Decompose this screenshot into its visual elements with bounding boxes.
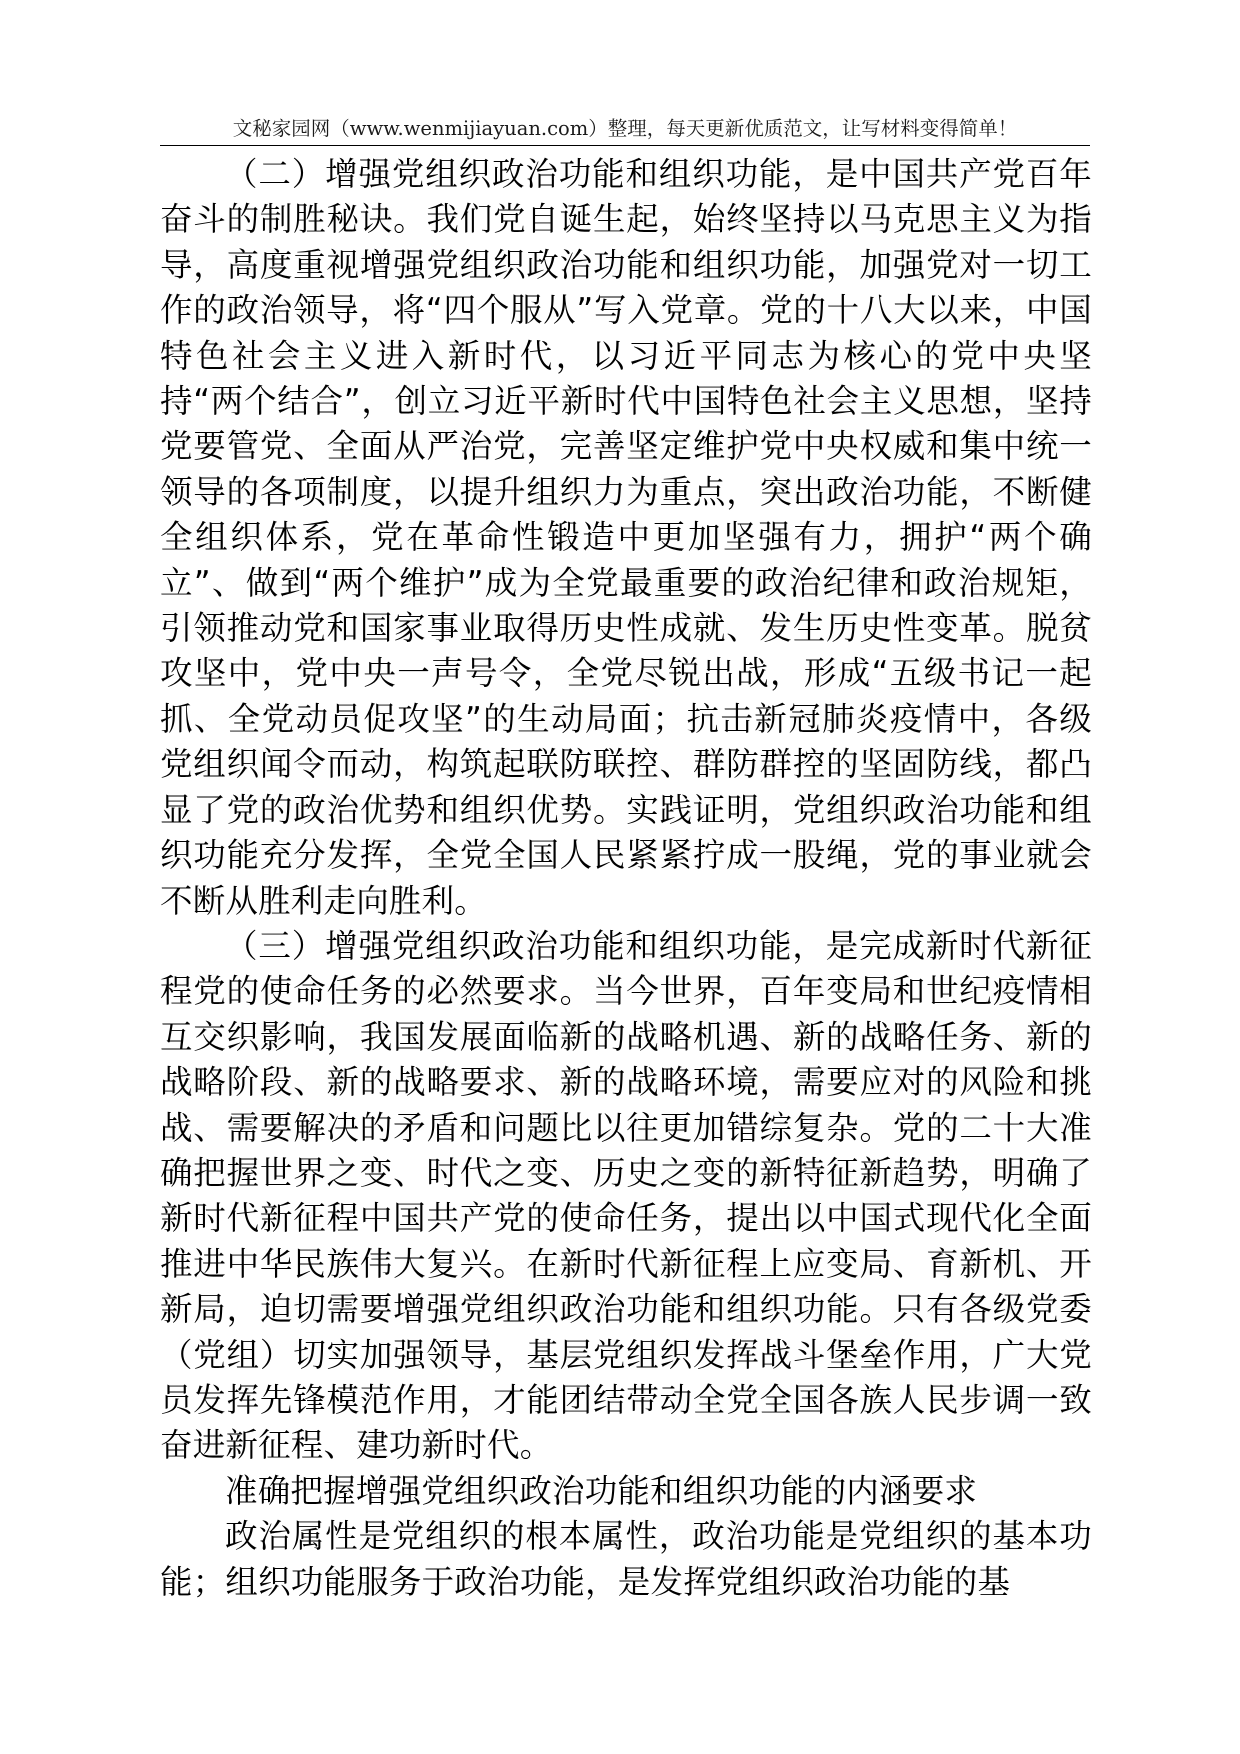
paragraph-section-three: （三）增强党组织政治功能和组织功能，是完成新时代新征程党的使命任务的必然要求。当今世界，百年变局和世纪疫情相互交织影响，我国发展面临新的战略机遇、新的战略任务、新的战略阶段、新的战略要求、新的战略环境，需要应对的风险和挑战、需要解决的矛盾和问题比以往更加错综复杂。党的二十大准确把握世界之变、时代之变、历史之变的新特征新趋势，明确了新时代新征程中国共产党的使命任务，提出以中国式现代化全面推进中华民族伟大复兴。在新时代新征程上应变局、育新机、开新局，迫切需要增强党组织政治功能和组织功能。只有各级党委（党组）切实加强领导，基层党组织发挥战斗堡垒作用，广大党员发挥先锋模范作用，才能团结带动全党全国各族人民步调一致奋进新征程、建功新时代。 [160, 926, 1092, 1465]
page-header: 文秘家园网（www.wenmijiayuan.com）整理，每天更新优质范文，让写材料变得简单！ [232, 117, 1018, 140]
document-body [160, 152, 1092, 1605]
section-heading: 准确把握增强党组织政治功能和组织功能的内涵要求 [225, 1471, 978, 1510]
header-divider [160, 145, 1090, 146]
paragraph-political-attribute: 政治属性是党组织的根本属性，政治功能是党组织的基本功能；组织功能服务于政治功能，是发挥党组织政治功能的基 [160, 1517, 1092, 1601]
paragraph-section-two: （二）增强党组织政治功能和组织功能，是中国共产党百年奋斗的制胜秘诀。我们党自诞生起，始终坚持以马克思主义为指导，高度重视增强党组织政治功能和组织功能，加强党对一切工作的政治领导，将“四个服从”写入党章。党的十八大以来，中国特色社会主义进入新时代，以习近平同志为核心的党中央坚持“两个结合”，创立习近平新时代中国特色社会主义思想，坚持党要管党、全面从严治党，完善坚定维护党中央权威和集中统一领导的各项制度，以提升组织力为重点，突出政治功能，不断健全组织体系，党在革命性锻造中更加坚强有力，拥护“两个确立”、做到“两个维护”成为全党最重要的政治纪律和政治规矩，引领推动党和国家事业取得历史性成就、发生历史性变革。脱贫攻坚中，党中央一声号令，全党尽锐出战，形成“五级书记一起抓、全党动员促攻坚”的生动局面；抗击新冠肺炎疫情中，各级党组织闻令而动，构筑起联防联控、群防群控的坚固防线，都凸显了党的政治优势和组织优势。实践证明，党组织政治功能和组织功能充分发挥，全党全国人民紧紧拧成一股绳，党的事业就会不断从胜利走向胜利。 [160, 155, 1092, 920]
